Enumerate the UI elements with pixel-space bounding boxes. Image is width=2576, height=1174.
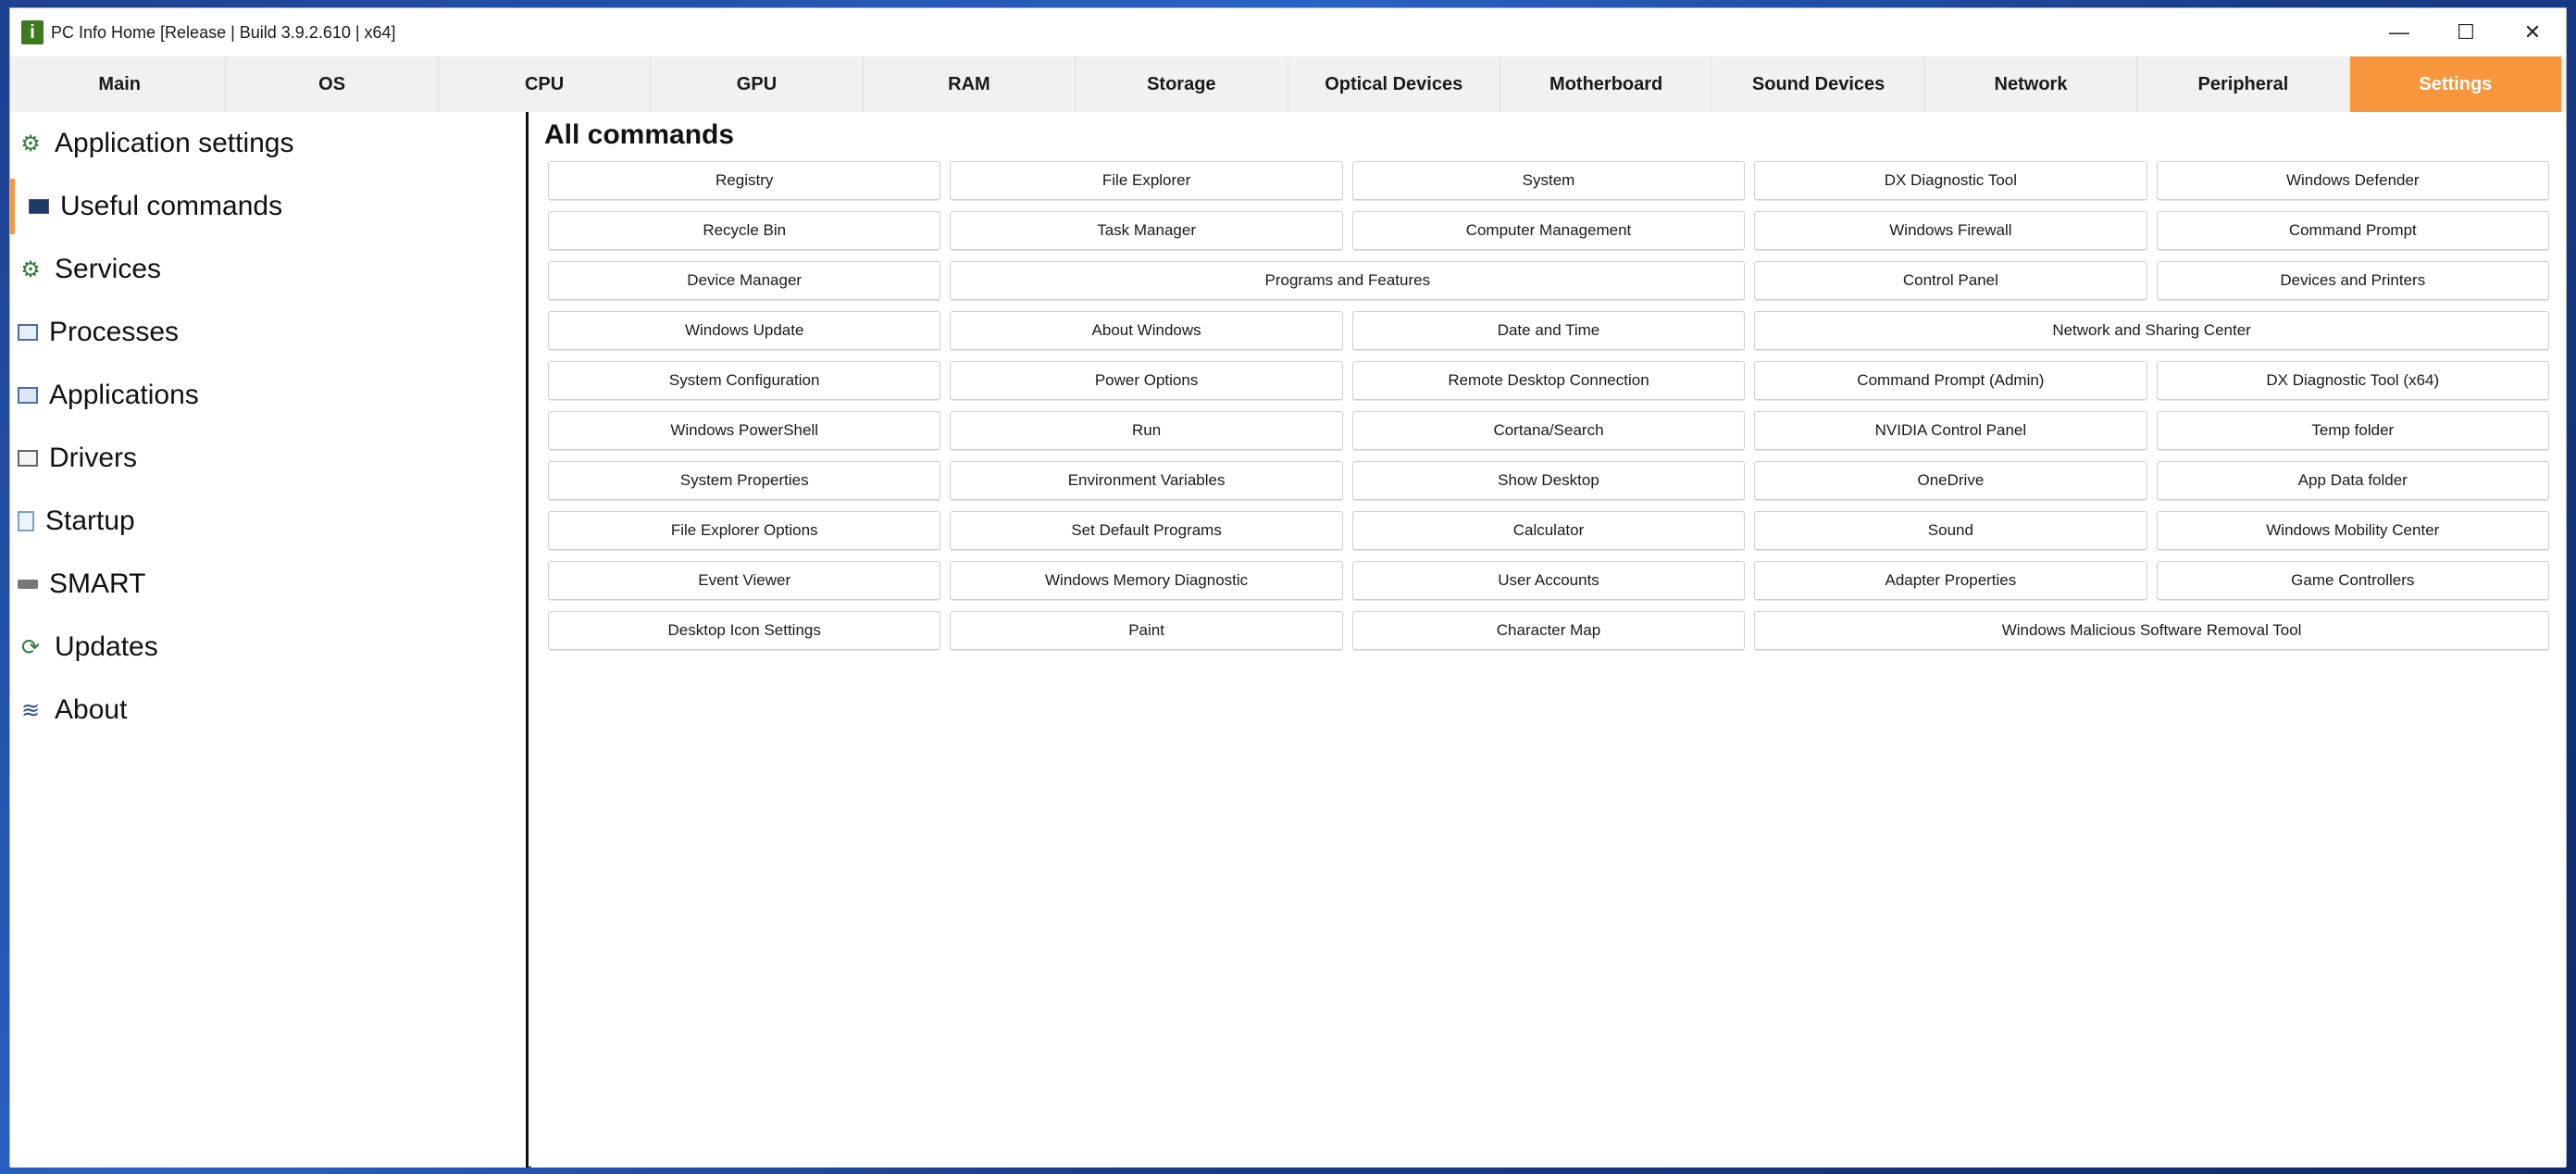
onedrive-button[interactable]: OneDrive — [1754, 461, 2147, 500]
sidebar-item-smart[interactable] — [10, 553, 526, 616]
windows-malicious-software-removal-tool-button[interactable]: Windows Malicious Software Removal Tool — [1754, 611, 2549, 650]
character-map-button[interactable]: Character Map — [1352, 611, 1745, 650]
sidebar-item-label: Application settings — [55, 128, 294, 158]
sidebar-item-label: Processes — [49, 317, 180, 347]
minimize-button[interactable]: — — [2389, 20, 2409, 44]
dx-diagnostic-tool-button[interactable]: DX Diagnostic Tool — [1754, 161, 2147, 200]
close-button[interactable]: ✕ — [2523, 20, 2542, 44]
adapter-properties-button[interactable]: Adapter Properties — [1754, 561, 2147, 600]
sidebar-item-updates[interactable] — [10, 616, 526, 679]
tab-ram[interactable]: RAM — [864, 56, 1076, 112]
windows-powershell-button[interactable]: Windows PowerShell — [548, 411, 940, 450]
sidebar-item-startup[interactable] — [10, 490, 526, 553]
game-controllers-button[interactable]: Game Controllers — [2157, 561, 2549, 600]
sidebar-item-label: Startup — [45, 506, 135, 536]
sidebar-item-label: SMART — [49, 568, 146, 599]
network-and-sharing-center-button[interactable]: Network and Sharing Center — [1754, 311, 2549, 350]
cortana-search-button[interactable]: Cortana/Search — [1352, 411, 1745, 450]
show-desktop-button[interactable]: Show Desktop — [1352, 461, 1745, 500]
devices-and-printers-button[interactable]: Devices and Printers — [2157, 261, 2549, 300]
startup-icon — [18, 511, 34, 531]
applications-icon — [18, 387, 38, 404]
environment-variables-button[interactable]: Environment Variables — [950, 461, 1342, 500]
sidebar-item-label: Updates — [55, 631, 158, 662]
tab-settings[interactable]: Settings — [2350, 56, 2562, 112]
page-title: All commands — [544, 119, 735, 150]
power-options-button[interactable]: Power Options — [950, 361, 1342, 400]
commands-panel — [531, 112, 2566, 1168]
sidebar-item-label: Drivers — [49, 443, 137, 473]
tab-main[interactable]: Main — [14, 56, 226, 112]
programs-and-features-button[interactable]: Programs and Features — [950, 261, 1745, 300]
about-windows-button[interactable]: About Windows — [950, 311, 1342, 350]
title-bar[interactable] — [10, 8, 2566, 56]
sidebar-item-services[interactable] — [10, 238, 526, 301]
services-icon: ⚙ — [20, 256, 41, 282]
tab-os[interactable]: OS — [226, 56, 438, 112]
system-configuration-button[interactable]: System Configuration — [548, 361, 940, 400]
tab-gpu[interactable]: GPU — [651, 56, 863, 112]
sidebar-item-applications[interactable] — [10, 364, 526, 427]
commands-grid — [548, 161, 2549, 650]
user-accounts-button[interactable]: User Accounts — [1352, 561, 1745, 600]
sidebar-item-label: Services — [55, 254, 162, 284]
run-button[interactable]: Run — [950, 411, 1342, 450]
app-icon: i — [21, 20, 44, 44]
date-and-time-button[interactable]: Date and Time — [1352, 311, 1745, 350]
sound-button[interactable]: Sound — [1754, 511, 2147, 550]
dx-diagnostic-tool-x64-button[interactable]: DX Diagnostic Tool (x64) — [2157, 361, 2549, 400]
terminal-icon — [29, 199, 49, 214]
event-viewer-button[interactable]: Event Viewer — [548, 561, 940, 600]
remote-desktop-connection-button[interactable]: Remote Desktop Connection — [1352, 361, 1745, 400]
window-controls — [2366, 8, 2566, 56]
sidebar-item-about[interactable] — [10, 679, 526, 742]
app-window — [9, 7, 2567, 1167]
sidebar-item-processes[interactable] — [10, 301, 526, 364]
tab-peripheral[interactable]: Peripheral — [2137, 56, 2349, 112]
device-manager-button[interactable]: Device Manager — [548, 261, 940, 300]
temp-folder-button[interactable]: Temp folder — [2157, 411, 2549, 450]
sidebar-item-label: Useful commands — [60, 191, 283, 221]
settings-sidebar — [10, 112, 529, 1168]
drive-icon — [18, 580, 38, 589]
processes-icon — [18, 324, 38, 341]
sidebar-item-drivers[interactable] — [10, 427, 526, 490]
file-explorer-button[interactable]: File Explorer — [950, 161, 1342, 200]
paint-button[interactable]: Paint — [950, 611, 1342, 650]
nvidia-control-panel-button[interactable]: NVIDIA Control Panel — [1754, 411, 2147, 450]
about-icon: ≋ — [20, 697, 41, 723]
command-prompt-admin-button[interactable]: Command Prompt (Admin) — [1754, 361, 2147, 400]
computer-management-button[interactable]: Computer Management — [1352, 211, 1745, 250]
windows-mobility-center-button[interactable]: Windows Mobility Center — [2157, 511, 2549, 550]
window-title: PC Info Home [Release | Build 3.9.2.610 | x64] — [51, 22, 396, 42]
sidebar-item-label: Applications — [49, 380, 199, 410]
app-data-folder-button[interactable]: App Data folder — [2157, 461, 2549, 500]
windows-firewall-button[interactable]: Windows Firewall — [1754, 211, 2147, 250]
windows-defender-button[interactable]: Windows Defender — [2157, 161, 2549, 200]
sidebar-item-useful-commands[interactable] — [10, 175, 526, 238]
calculator-button[interactable]: Calculator — [1352, 511, 1745, 550]
drivers-icon — [18, 450, 38, 467]
maximize-button[interactable]: ☐ — [2457, 20, 2475, 44]
windows-update-button[interactable]: Windows Update — [548, 311, 940, 350]
tab-network[interactable]: Network — [1925, 56, 2137, 112]
tab-storage[interactable]: Storage — [1076, 56, 1288, 112]
refresh-icon: ⟳ — [20, 634, 41, 660]
tab-optical-devices[interactable]: Optical Devices — [1288, 56, 1500, 112]
registry-button[interactable]: Registry — [548, 161, 940, 200]
tab-motherboard[interactable]: Motherboard — [1500, 56, 1712, 112]
sidebar-item-application-settings[interactable] — [10, 112, 526, 175]
main-tab-bar — [10, 56, 2566, 112]
tab-cpu[interactable]: CPU — [439, 56, 651, 112]
file-explorer-options-button[interactable]: File Explorer Options — [548, 511, 940, 550]
control-panel-button[interactable]: Control Panel — [1754, 261, 2147, 300]
command-prompt-button[interactable]: Command Prompt — [2157, 211, 2549, 250]
system-properties-button[interactable]: System Properties — [548, 461, 940, 500]
tab-sound-devices[interactable]: Sound Devices — [1712, 56, 1924, 112]
set-default-programs-button[interactable]: Set Default Programs — [950, 511, 1342, 550]
recycle-bin-button[interactable]: Recycle Bin — [548, 211, 940, 250]
desktop-icon-settings-button[interactable]: Desktop Icon Settings — [548, 611, 940, 650]
task-manager-button[interactable]: Task Manager — [950, 211, 1342, 250]
sidebar-item-label: About — [55, 694, 128, 725]
gear-icon: ⚙ — [20, 131, 41, 156]
system-button[interactable]: System — [1352, 161, 1745, 200]
windows-memory-diagnostic-button[interactable]: Windows Memory Diagnostic — [950, 561, 1342, 600]
